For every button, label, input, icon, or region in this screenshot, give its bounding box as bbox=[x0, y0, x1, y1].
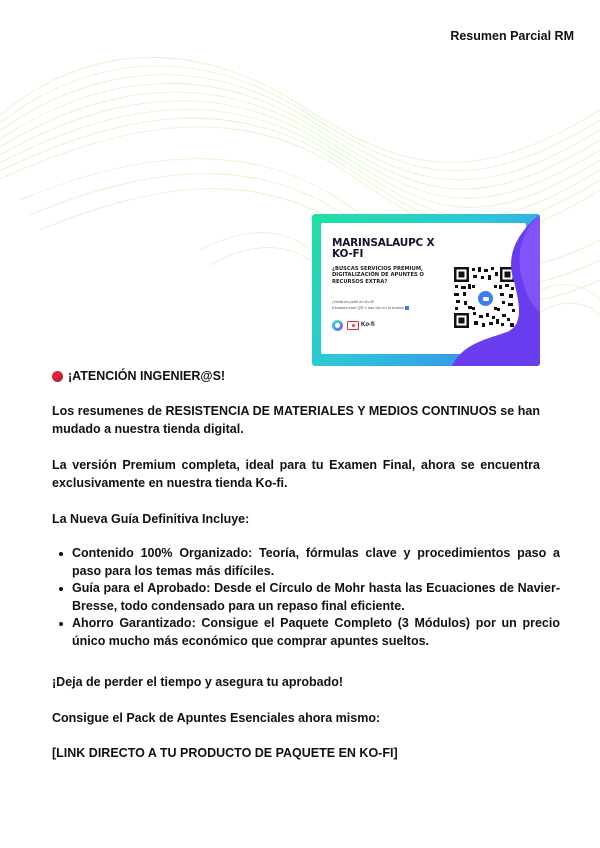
guide-heading: La Nueva Guía Definitiva Incluye: bbox=[52, 512, 250, 526]
kofi-promo-card[interactable] bbox=[312, 214, 540, 366]
link-square-icon bbox=[405, 306, 409, 310]
kofi-card-small-line-1: ¡Visita mi perfil en Ko-fi! bbox=[332, 299, 375, 304]
kofi-card-subtitle: ¿BUSCAS SERVICIOS PREMIUM, DIGITALIZACIÓN DE APUNTES O RECURSOS EXTRA? bbox=[332, 266, 424, 285]
paragraph-premium: La versión Premium completa, ideal para tu Examen Final, ahora se encuentra exclusivamente en nuestra tienda Ko-fi. bbox=[52, 458, 540, 490]
kofi-badge[interactable] bbox=[347, 321, 375, 330]
kofi-card-logos bbox=[332, 319, 375, 331]
kofi-card-body bbox=[321, 223, 526, 354]
attention-text: ¡ATENCIÓN INGENIER@S! bbox=[68, 369, 226, 383]
kofi-card-small-line-2: Escanea este QR o haz clic en el enlace bbox=[332, 304, 404, 310]
kofi-product-link[interactable]: [LINK DIRECTO A TU PRODUCTO DE PAQUETE EN KO-FI] bbox=[52, 746, 398, 760]
list-item: Ahorro Garantizado: Consigue el Paquete Completo (3 Módulos) por un precio único mucho más económico que comprar apuntes sueltos. bbox=[72, 615, 560, 650]
document-header-title: Resumen Parcial RM bbox=[450, 29, 574, 43]
paragraph-moved: Los resumenes de RESISTENCIA DE MATERIALES Y MEDIOS CONTINUOS se han mudado a nuestra tienda digital. bbox=[52, 404, 540, 436]
kofi-qr-center-icon bbox=[477, 290, 494, 307]
brand-circle-icon bbox=[332, 320, 343, 331]
features-list bbox=[52, 545, 560, 650]
kofi-card-small-text bbox=[332, 299, 452, 310]
kofi-label: Ko-fi bbox=[361, 322, 375, 328]
main-content bbox=[52, 368, 560, 760]
list-item: Guía para el Aprobado: Desde el Círculo de Mohr hasta las Ecuaciones de Navier-Bresse, todo condensado para un repaso final eficiente. bbox=[72, 580, 560, 615]
red-circle-icon bbox=[52, 371, 63, 382]
attention-heading bbox=[52, 368, 540, 386]
pack-line: Consigue el Pack de Apuntes Esenciales ahora mismo: bbox=[52, 711, 381, 725]
list-item: Contenido 100% Organizado: Teoría, fórmulas clave y procedimientos paso a paso para los temas más difíciles. bbox=[72, 545, 560, 580]
call-to-action: ¡Deja de perder el tiempo y asegura tu aprobado! bbox=[52, 675, 344, 689]
kofi-card-title: MARINSALAUPC X KO-FI bbox=[332, 237, 435, 260]
kofi-cup-icon bbox=[347, 321, 359, 330]
